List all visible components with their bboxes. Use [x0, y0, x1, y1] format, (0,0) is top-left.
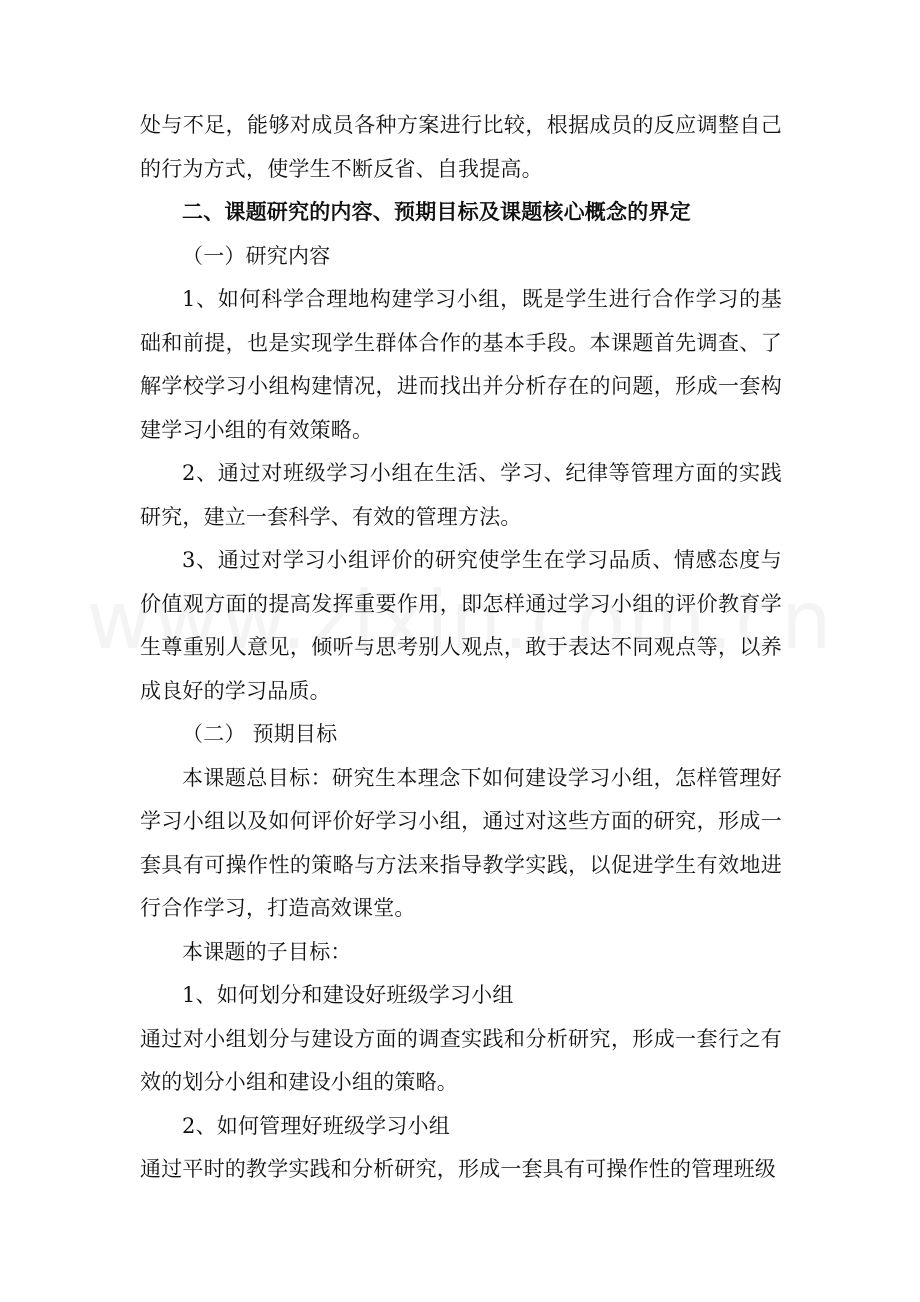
paragraph-item-2: 2、通过对班级学习小组在生活、学习、纪律等管理方面的实践研究，建立一套科学、有效的管理方法。 [140, 461, 782, 529]
paragraph-sub-goal-1-body: 通过对小组划分与建设方面的调查实践和分析研究，形成一套行之有效的划分小组和建设小组的策略。 [140, 1026, 782, 1094]
subsection-heading-content: （一）研究内容 [182, 243, 331, 268]
subsection-heading-goals: （二） 预期目标 [182, 722, 338, 746]
paragraph-overall-goal: 本课题总目标：研究生本理念下如何建设学习小组，怎样管理好学习小组以及如何评价好学习小组，通过对这些方面的研究，形成一套具有可操作性的策略与方法来指导教学实践，以促进学生有效地进行合作学习，打造高效课堂。 [140, 765, 782, 920]
text-column [140, 104, 782, 1192]
paragraph-sub-goal-2-title: 2、如何管理好班级学习小组 [182, 1113, 450, 1138]
paragraph-item-1: 1、如何科学合理地构建学习小组，既是学生进行合作学习的基础和前提，也是实现学生群体合作的基本手段。本课题首先调查、了解学校学习小组构建情况，进而找出并分析存在的问题，形成一套构建学习小组的有效策略。 [140, 287, 782, 442]
section-heading: 二、课题研究的内容、预期目标及课题核心概念的界定 [182, 200, 691, 224]
paragraph-sub-goals-label: 本课题的子目标： [182, 939, 352, 964]
paragraph-sub-goal-2-body: 通过平时的教学实践和分析研究，形成一套具有可操作性的管理班级 [140, 1157, 776, 1181]
paragraph-item-3: 3、通过对学习小组评价的研究使学生在学习品质、情感态度与价值观方面的提高发挥重要作用，即怎样通过学习小组的评价教育学生尊重别人意见，倾听与思考别人观点，敢于表达不同观点等，以养成良好的学习品质。 [140, 548, 782, 703]
paragraph-sub-goal-1-title: 1、如何划分和建设好班级学习小组 [182, 983, 514, 1007]
paragraph-continuation: 处与不足，能够对成员各种方案进行比较，根据成员的反应调整自己的行为方式，使学生不断反省、自我提高。 [140, 113, 782, 181]
